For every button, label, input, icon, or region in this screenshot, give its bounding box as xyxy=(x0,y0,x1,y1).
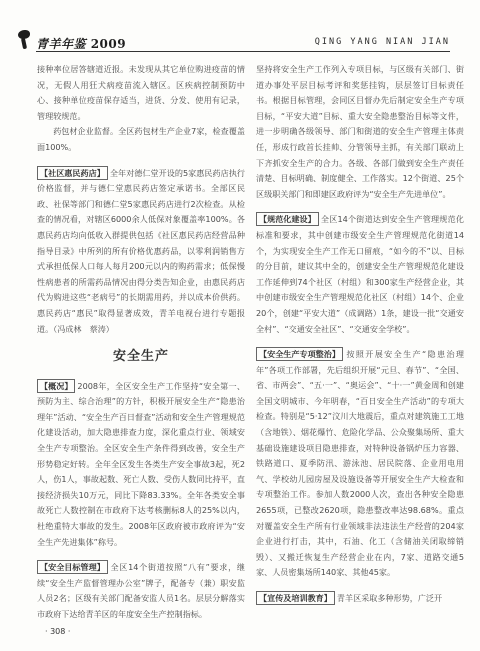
pharmacy-label: 【社区惠民药店】 xyxy=(37,166,108,180)
left-column xyxy=(37,62,245,623)
header-divider xyxy=(36,51,450,52)
yearbook-logo-icon xyxy=(18,30,32,50)
special-text: 按照开展安全生产“隐患治理年”各项工作部署，先后组织开展“元旦、春节”、“全国、省、市两会”、“五·一”、“奥运会”、“十·一”黄金周和创建全国文明城市、今年明春，“百日安全生产活动”的专项大检查。特别是“5·12”汶川大地震后，重点对建筑施工工地（含地铁）、烟花爆竹、危险化学品、公众聚集场所、重大基础设施建设项目隐患排查，对特种设备锅炉压力容器、铁路道口、夏季防汛、游泳池、居民院落、企业用电用气、学校幼儿园房屋及设施设备等开展安全生产大检查和专项整治工作。参加人数2000人次，查出各种安全隐患2655项，已整改2620项，隐患整改率达98.68%。重点对覆盖安全生产所有行业领域非法违法生产经营的204家企业进行打击，其中，石油、化工（含储油关闭取缔销毁）、又搬迁恢复生产经营企业在内，7家、道路交通5家、人员密集场所140家、其他45家。 xyxy=(256,349,464,578)
yearbook-year: 2009 xyxy=(90,37,127,51)
overview-paragraph xyxy=(37,379,245,551)
left-intro-paragraph: 接种率位居答辖道近报。未发现从其它单位购进疫苗的情况，无假人用狂犬病疫苗流入辖区。区疾病控制预防中心、接种单位疫苗保存适当，进货、分发、使用有记录，管理较规范。 xyxy=(37,64,245,121)
promo-paragraph xyxy=(256,591,464,607)
special-paragraph xyxy=(256,347,464,581)
special-label: 【安全生产专项整治】 xyxy=(256,347,343,361)
promo-text: 青羊区采取多种形势，广泛开 xyxy=(336,593,443,603)
packaging-paragraph: 药包材企业监督。全区药包材生产企业7家，检查覆盖面100%。 xyxy=(37,126,245,152)
right-column xyxy=(256,62,464,607)
series-pinyin: QING YANG NIAN JIAN xyxy=(314,37,450,47)
promo-label: 【宣传及培训教育】 xyxy=(256,591,335,605)
brand-text: 青羊年鉴 xyxy=(36,37,87,51)
page-number: · 308 · xyxy=(45,627,71,636)
overview-text: 2008年，全区安全生产工作坚持“安全第一、预防为主、综合治理”的方针，积极开展安全生产“隐患治理年”活动、“安全生产百日督查”活动和安全生产管理规范化建设活动，加大隐患排查力度，深化重点行业、领域安全生产专项整治。全区安全生产条件得到改善，安全生产形势稳定好转。全年全区发生各类生产安全事故3起，死2人，伤1人，事故起数、死亡人数、受伤人数同比持平，直接经济损失10万元，同比下降83.33%。全年各类安全事故死亡人数控制在市政府下达考核删标8人的25%以内，杜绝重特大事故的发生。2008年区政府被市政府评为“安全生产先进集体”称号。 xyxy=(37,380,245,547)
overview-label: 【概况】 xyxy=(37,379,75,393)
goal-label: 【安全目标管理】 xyxy=(37,560,108,574)
norm-text: 全区14个街道达到安全生产管理规范化标准和要求，其中创建市级安全生产管理规范化街道14个，为实现安全生产工作无口留痕，“如今的不”以、目标的分目前，建议其中全的，创建安全生产管理规范化建设工作延伸到74个社区（村组）和300家生产经营企业，其中创建市级安全生产管理规范化社区（村组）14个、企业20个，创建“平安大道”（成调路）1条，建设一批“交通安全村”、“交通安全社区”、“交通安全学校”。 xyxy=(256,214,464,334)
yearbook-title xyxy=(36,35,126,52)
right-intro-paragraph: 坚持将安全生产工作列入专项目标，与区级有关部门、街道办事处平层目标考评和奖惩挂钩，层层签订目标责任书。根据目标管理，会同区目督办先后制定安全生产专项目标，“平安大道”目标、重大安全隐患整治目标等文件，进一步明确各级领导、部门和街道的安全生产管理主体责任，形成行政首长挂帅、分管领导主抓，有关部门联动上下齐抓安全生产的合力。各级、各部门做到安全生产责任清楚、目标明确、制度健全、工作落实。12个街道、25个区级职关部门和即建区政府评为“安全生产先进单位”。 xyxy=(256,64,464,199)
section-title: 安全生产 xyxy=(112,349,169,365)
norm-paragraph xyxy=(256,212,464,337)
goal-paragraph xyxy=(37,560,245,622)
page-header xyxy=(0,0,480,58)
goal-text: 全区14个街道按照“八有”要求，继续“安全生产监督管理办公室”牌子，配备专（兼）职安监人员2名；区级有关部门配备安监人员1名。层层分解落实市政府下达给青羊区的年度安全生产控制指标。 xyxy=(37,562,245,619)
norm-label: 【规范化建设】 xyxy=(256,212,319,226)
pharmacy-text: 全年对德仁堂开设的5家惠民药店执行价格监督，并与德仁堂惠民药店签定承诺书。全部区民政、社保等部门和德仁堂5家惠民药店进行2次检查。从检查的情况看，对辖区6000余人低保对象覆盖率100%。各惠民药店均向低收入群提供包括《社区惠民药店经营品种指导目录》中所列的所有价格优惠药品，以零利润销售方式承担低保人口每人每月200元以内的购药需求；低保慢性病患者的所需药品情况由得分类告知企业，由惠民药店代为购进这些“老病号”的长期需用药，并以成本价供药。惠民药店“惠民”取得显著成效，青羊电视台进行专题报道。（冯成林 蔡涛） xyxy=(37,167,245,334)
pharmacy-paragraph xyxy=(37,166,245,338)
